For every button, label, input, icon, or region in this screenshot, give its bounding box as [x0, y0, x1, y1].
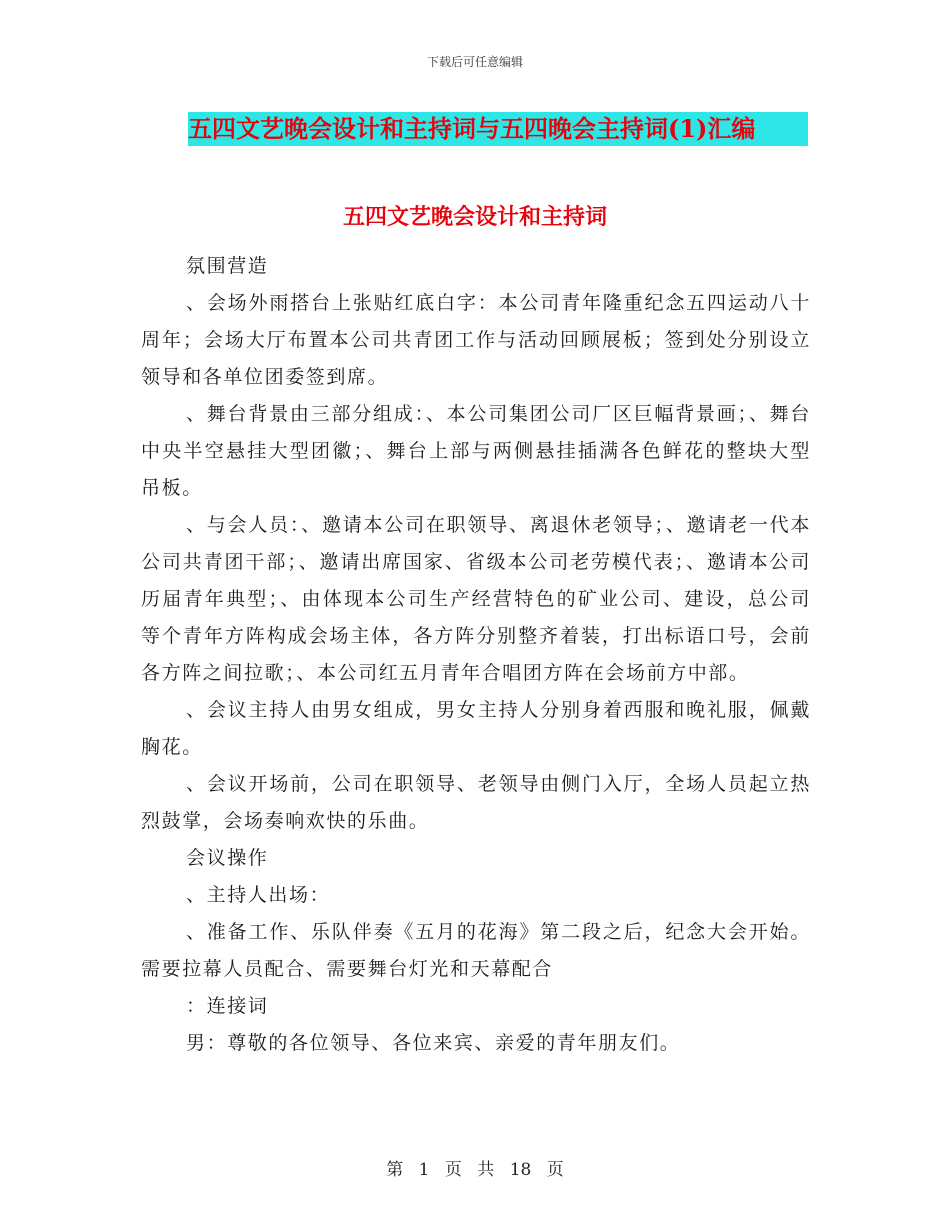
paragraph: 会议操作 — [186, 847, 269, 869]
footer-page-word: 页 — [444, 1160, 462, 1180]
footer-total-prefix: 共 — [477, 1160, 495, 1180]
paragraph: 氛围营造 — [186, 255, 269, 277]
document-main-title: 五四文艺晚会设计和主持词与五四晚会主持词(1)汇编 — [188, 112, 808, 146]
current-page-number: 1 — [418, 1160, 430, 1180]
header-note: 下载后可任意编辑 — [426, 55, 523, 69]
paragraph: ：连接词 — [186, 995, 269, 1017]
total-pages-number: 18 — [509, 1160, 532, 1180]
paragraph: 、会场外雨搭台上张贴红底白字：本公司青年隆重纪念五四运动八十周年；会场大厅布置本公司共青团工作与活动回顾展板；签到处分别设立领导和各单位团委签到席。 — [141, 292, 811, 388]
paragraph: 、准备工作、乐队伴奏《五月的花海》第二段之后，纪念大会开始。需要拉幕人员配合、需要舞台灯光和天幕配合 — [141, 921, 811, 980]
paragraph: 、舞台背景由三部分组成：、本公司集团公司厂区巨幅背景画；、舞台中央半空悬挂大型团徽；、舞台上部与两侧悬挂插满各色鲜花的整块大型吊板。 — [141, 403, 811, 499]
footer-prefix: 第 — [386, 1160, 404, 1180]
footer-suffix: 页 — [546, 1160, 564, 1180]
paragraph: 、会议开场前，公司在职领导、老领导由侧门入厅，全场人员起立热烈鼓掌，会场奏响欢快的乐曲。 — [141, 773, 811, 832]
paragraph: 、主持人出场： — [186, 884, 331, 906]
document-sub-title: 五四文艺晚会设计和主持词 — [342, 204, 607, 230]
paragraph: 、会议主持人由男女组成，男女主持人分别身着西服和晚礼服，佩戴胸花。 — [141, 699, 811, 758]
document-body — [141, 248, 811, 1062]
page-footer — [0, 1155, 950, 1180]
paragraph: 、与会人员：、邀请本公司在职领导、离退休老领导；、邀请老一代本公司共青团干部；、邀请出席国家、省级本公司老劳模代表；、邀请本公司历届青年典型；、由体现本公司生产经营特色的矿业公司、建设，总公司等个青年方阵构成会场主体，各方阵分别整齐着装，打出标语口号，会前各方阵之间拉歌；、本公司红五月青年合唱团方阵在会场前方中部。 — [141, 514, 811, 684]
paragraph: 男：尊敬的各位领导、各位来宾、亲爱的青年朋友们。 — [186, 1032, 681, 1054]
